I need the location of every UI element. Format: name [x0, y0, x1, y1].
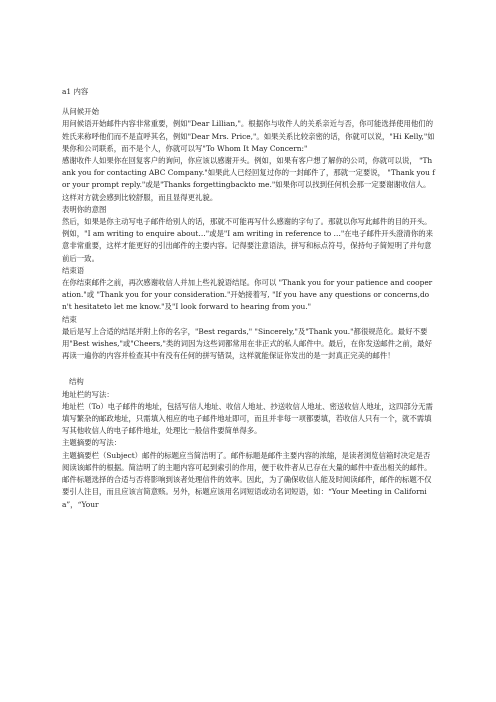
section-spacer — [62, 362, 436, 376]
paragraph-intent: 然后，如果是你主动写电子邮件给别人的话，那就不可能再写什么感谢的字句了。那就以你写此邮件的目的开头。例如，"I am writing to enquire about…"或是"I am writing in reference to …"在电子邮件开头澄清你的来意非常重要，这样才能更好的引出邮件的主要内容。记得要注意语法，拼写和标点符号，保持句子简短明了并句意前后一致。 — [62, 217, 433, 263]
paragraph-subject: 主题摘要栏（Subject）邮件的标题应当简洁明了。邮件标题是邮件主要内容的浓缩，是读者浏览信箱时决定是否阅读该邮件的根据。简洁明了的主题内容可起到索引的作用，便于收件者从已存在大量的邮件中查出相关的邮件。邮件标题选择的合适与否将影响到该者处理信件的效率。因此，为了确保收信人能及时阅读邮件，邮件的标题不仅要引人注目，而且应该言简意赅。另外，标题应该用名词短语或动名词短语，如：“Your Meeting in California”，“Your — [62, 450, 432, 509]
section-heading-address: 地址栏的写法： — [62, 389, 114, 399]
section-heading-greeting: 从问候开始 — [62, 107, 99, 117]
paragraph-address: 地址栏（To）电子邮件的地址，包括写信人地址、收信人地址、抄送收信人地址、密送收信人地址，这四部分无需填写繁杂的邮政地址，只需填入相应的电子邮件地址即可，而且并非每一项都要填，若收信人只有一个，就不需填写其他收信人的电子邮件地址，处理比一般信件要简单得多。 — [62, 401, 433, 436]
paragraph-closing-remarks: 在你结束邮件之前，再次感谢收信人并加上些礼貌语结尾。你可以 "Thank you for your patience and cooperation."或 "Thank you for your consideration."开始接着写, "If you have any questions or concerns,don't hesitateto let me know."及"I look forward to hearing from you." — [62, 278, 433, 312]
document-body — [62, 86, 436, 511]
doc-title: a1 内容 — [62, 87, 89, 96]
section-heading-intent: 表明你的意图 — [62, 204, 107, 214]
section-heading-subject: 主题摘要的写法： — [62, 438, 122, 448]
paragraph-thanks: 感谢收件人如果你在回复客户的询问，你应该以感谢开头。例如，如果有客户想了解你的公司，你就可以说， "Thank you for contacting ABC Company."如果此人已经回复过你的一封邮件了，那就一定要说， "Thank you for your prompt reply."或是"Thanks forgettingbackto me."如果你可以找到任何机会那一定要谢谢收信人。这样对方就会感到比较舒服，而且显得更礼貌。 — [62, 156, 435, 202]
section-heading-closing-remarks: 结束语 — [62, 265, 85, 275]
paragraph-ending: 最后是写上合适的结尾并附上你的名字，"Best regards," "Sincerely,"及"Thank you."都很规范化。最好不要用"Best wishes,"或"Cheers,"类的词因为这些词都常用在非正式的私人邮件中。最后，在你发送邮件之前，最好再读一遍你的内容并检查其中有没有任何的拼写错误，这样就能保证你发出的是一封真正完美的邮件！ — [62, 326, 432, 361]
section-heading-ending: 结束 — [62, 314, 77, 324]
paragraph-greeting: 用问候语开始邮件内容非常重要，例如"Dear Lillian,"。根据你与收件人的关系亲近与否，你可能选择使用他们的姓氏来称呼他们而不是直呼其名，例如"Dear Mrs. Price,"。如果关系比较亲密的话，你就可以说，"Hi Kelly,"如果你和公司联系，而不是个人，你就可以写"To Whom It May Concern:" — [62, 119, 435, 153]
section-heading-structure: 结构 — [69, 377, 84, 387]
